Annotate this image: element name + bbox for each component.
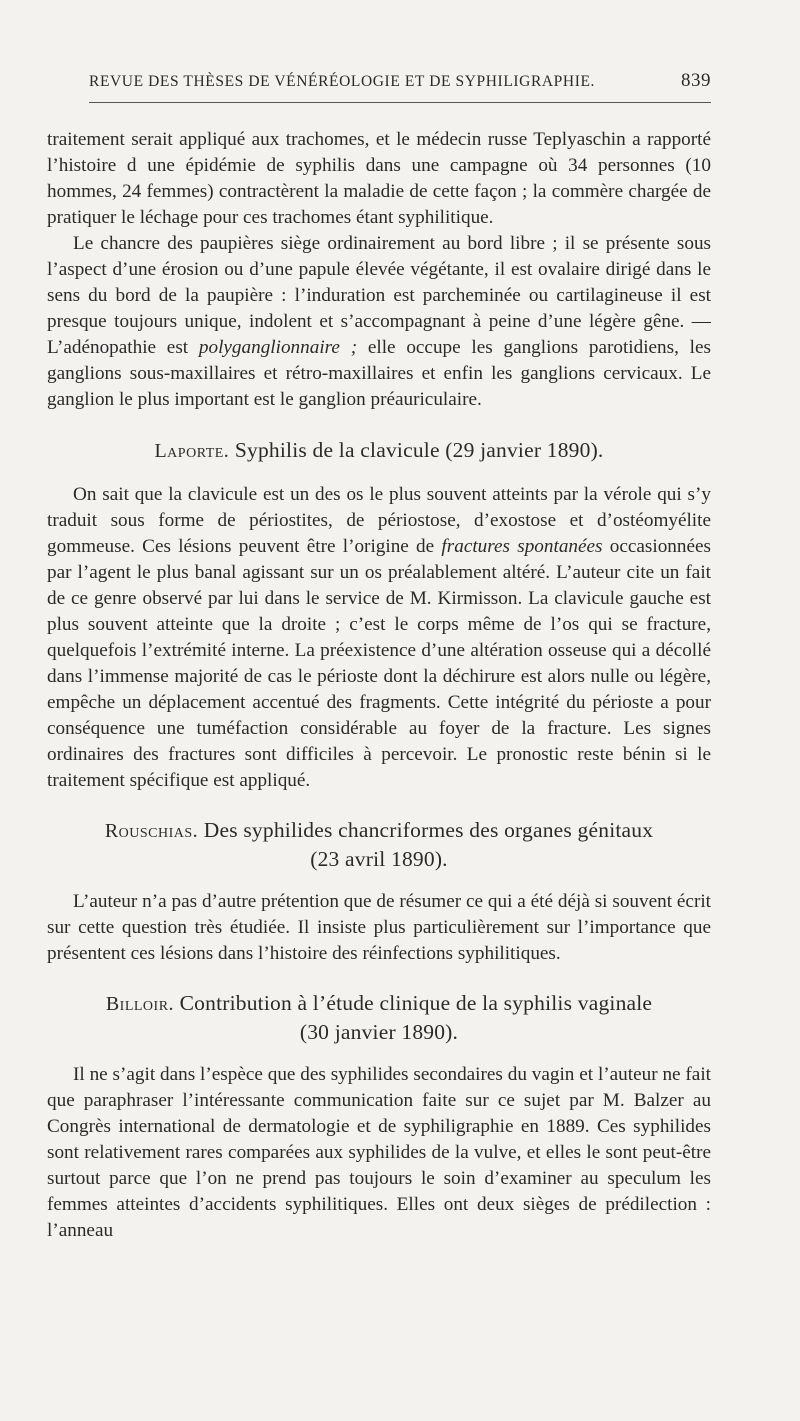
paragraph-billoir: Il ne s’agit dans l’espèce que des syphilides secondaires du vagin et l’auteur ne fait que paraphraser l’intéressante communication faite sur ce sujet par M. Balzer au Congrès international de dermatologie et de syphiligraphie en 1889. Ces syphilides sont relativement rares comparées aux syphilides de la vulve, et elles le sont peut-être surtout parce que l’on ne prend pas toujours le soin d’examiner au speculum les femmes atteintes d’accidents syphilitiques. Elles ont deux sièges de prédilection : l’anneau — [47, 1064, 711, 1241]
italic-term: polyganglionnaire ; — [198, 337, 358, 358]
italic-term: fractures spontanées — [441, 536, 603, 557]
section-heading-laporte — [47, 436, 711, 465]
article-title: Contribution à l’étude clinique de la syphilis vaginale — [179, 991, 653, 1015]
text-run: elle occupe les ganglions parotidiens, les ganglions sous-maxillaires et rétro-maxillaires et enfin les ganglions cervicaux. Le ganglion le plus important est le ganglion préauriculaire. — [47, 337, 711, 410]
text-run: occasionnées par l’agent le plus banal agissant sur un os préalablement altéré. L’auteur cite un fait de ce genre observé par lui dans le service de M. Kirmisson. La clavicule gauche est plus souvent atteinte que la droite ; c’est le corps même de l’os qui se fracture, quelquefois l’extrémité interne. La préexistence d’une altération osseuse qui a décollé dans l’immense majorité de cas le périoste dont la déchirure est alors nulle ou légère, empêche un déplacement accentué des fragments. Cette intégrité du périoste a pour conséquence une tuméfaction considérable au foyer de la fracture. Les signes ordinaires des fractures sont difficiles à percevoir. Le pronostic reste bénin si le traitement spécifique est appliqué. — [47, 536, 711, 791]
page-number: 839 — [681, 70, 711, 91]
author-name: Billoir. — [105, 993, 175, 1015]
paragraph-continued: traitement serait appliqué aux trachomes, et le médecin russe Teplyaschin a rapporté l’histoire d une épidémie de syphilis dans une campagne où 34 personnes (10 hommes, 24 femmes) contractèrent la maladie de cette façon ; la commère chargée de pratiquer le léchage pour ces trachomes étant syphilitique. — [47, 129, 711, 228]
article-title: Des syphilides chancriformes des organes génitaux — [203, 818, 654, 842]
running-title: REVUE DES THÈSES DE VÉNÉRÉOLOGIE ET DE SYPHILIGRAPHIE. — [89, 73, 595, 90]
page-body — [47, 127, 711, 1244]
text-run: On sait que la clavicule est un des os le plus souvent atteints par la vérole qui s’y traduit sous forme de périostites, de périostose, d’exostose et d’ostéomyélite gommeuse. Ces lésions peuvent être l’origine de — [47, 484, 711, 557]
text-run: Le chancre des paupières siège ordinairement au bord libre ; il se présente sous l’aspect d’une érosion ou d’une papule élevée végétante, il est ovalaire dirigé dans le sens du bord de la paupière : l’induration est parcheminée ou cartilagineuse il est presque toujours unique, indolent et s’accompagnant à peine d’une légère gêne. — L’adénopathie est — [47, 233, 711, 358]
paragraph-laporte — [47, 482, 711, 794]
paragraph-chancre — [47, 231, 711, 413]
running-header — [89, 70, 711, 92]
article-date: (30 janvier 1890). — [299, 1020, 459, 1044]
article-title: Syphilis de la clavicule (29 janvier 1890). — [234, 438, 604, 462]
author-name: Laporte. — [154, 440, 230, 462]
header-rule — [89, 102, 711, 103]
article-date: (23 avril 1890). — [310, 847, 448, 871]
author-name: Rouschias. — [104, 820, 199, 842]
section-heading-billoir — [47, 989, 711, 1046]
section-heading-rouschias — [47, 816, 711, 873]
paragraph-rouschias: L’auteur n’a pas d’autre prétention que de résumer ce qui a été déjà si souvent écrit sur cette question très étudiée. Il insiste plus particulièrement sur l’importance que présentent ces lésions dans l’histoire des réinfections syphilitiques. — [47, 891, 711, 964]
